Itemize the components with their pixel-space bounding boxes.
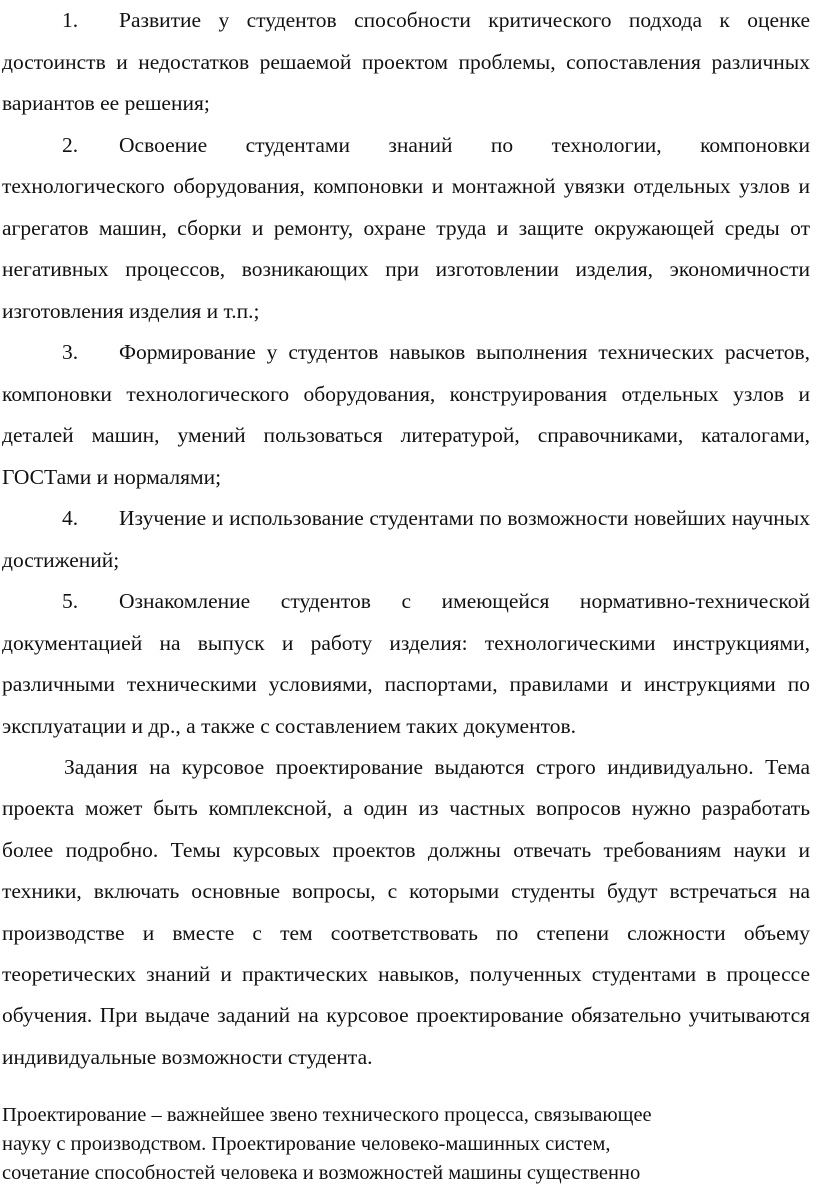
list-item bbox=[0, 581, 812, 747]
list-item bbox=[0, 498, 812, 581]
closing-line: сочетание способностей человека и возможностей машины существенно bbox=[2, 1162, 641, 1184]
list-item bbox=[0, 125, 812, 333]
list-item-text: Развитие у студентов способности критического подхода к оценке достоинств и недостатков решаемой проектом проблемы, сопоставления различных вариантов ее решения; bbox=[2, 8, 810, 115]
list-item bbox=[0, 332, 812, 498]
list-item-number: 1. bbox=[62, 8, 79, 32]
list-item-text: Ознакомление студентов с имеющейся нормативно-технической документацией на выпуск и работу изделия: технологическими инструкциями, различными техническими условиями, паспортами, правилами и инструкциями по эксплуатации и др., а также с составлением таких документов. bbox=[2, 589, 810, 738]
list-item-number: 2. bbox=[62, 132, 79, 157]
closing-text-block bbox=[0, 1101, 812, 1188]
list-item-text: Изучение и использование студентами по возможности новейших научных достижений; bbox=[2, 506, 810, 572]
body-paragraph: Задания на курсовое проектирование выдаются строго индивидуально. Тема проекта может быть комплексной, а один из частных вопросов нужно разработать более подробно. Темы курсовых проектов должны отвечать требованиям науки и техники, включать основные вопросы, с которыми студенты будут встречаться на производстве и вместе с тем соответствовать по степени сложности объему теоретических знаний и практических навыков, полученных студентами в процессе обучения. При выдаче заданий на курсовое проектирование обязательно учитываются индивидуальные возможности студента. bbox=[2, 755, 810, 1069]
list-item-number: 4. bbox=[62, 506, 79, 530]
list-item-number: 5. bbox=[62, 589, 79, 613]
list-item-text: Освоение студентами знаний по технологии, компоновки технологического оборудования, компоновки и монтажной увязки отдельных узлов и агрегатов машин, сборки и ремонту, охране труда и защите окружающей среды от негативных процессов, возникающих при изготовлении изделия, экономичности изготовления изделия и т.п.; bbox=[2, 132, 810, 323]
list-item-number: 3. bbox=[62, 340, 79, 364]
closing-line: науку с производством. Проектирование человеко-машинных систем, bbox=[2, 1133, 611, 1155]
closing-line: Проектирование – важнейшее звено технического процесса, связывающее bbox=[2, 1104, 652, 1126]
list-item-text: Формирование у студентов навыков выполнения технических расчетов, компоновки технологического оборудования, конструирования отдельных узлов и деталей машин, умений пользоваться литературой, справочниками, каталогами, ГОСТами и нормалями; bbox=[2, 340, 810, 489]
list-item bbox=[0, 0, 812, 125]
